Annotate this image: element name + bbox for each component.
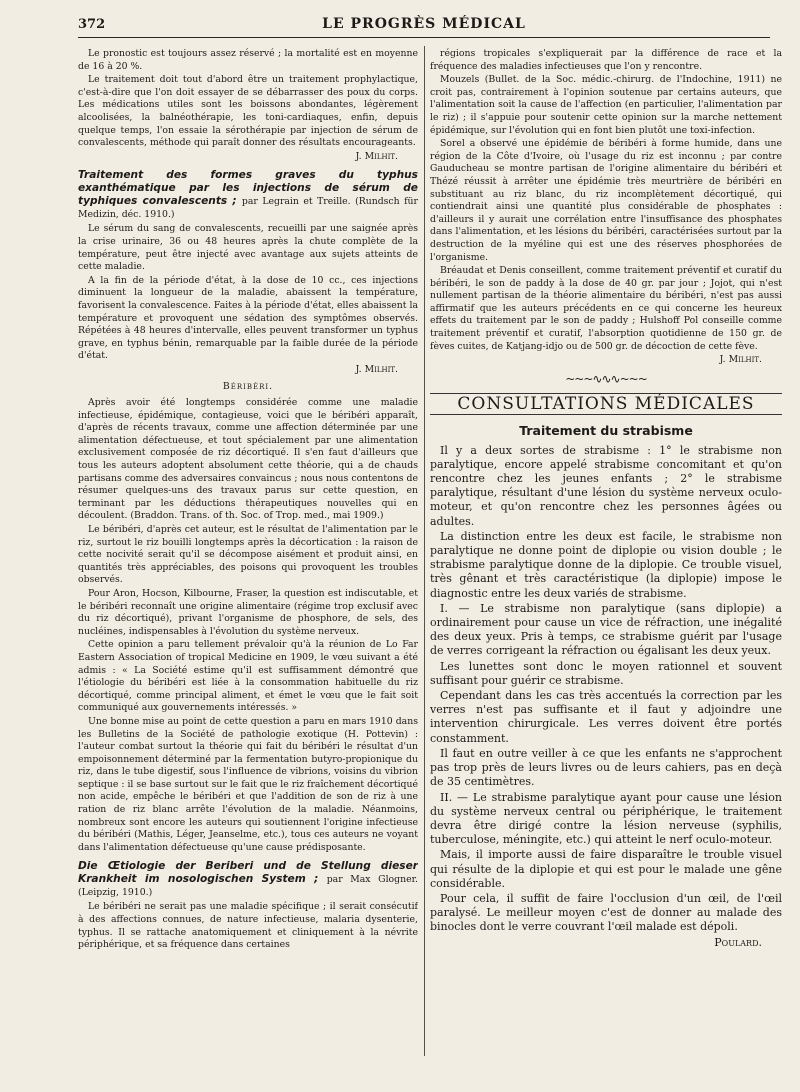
article-heading bbox=[78, 860, 418, 899]
paragraph: Après avoir été longtemps considérée comme une maladie infectieuse, épidémique, contagieuse, voici que le béribéri apparaît, d'après de récents travaux, comme une affection déterminée par une alimentation défectueuse, et tout spécialement par une alimentation exclusivement composée de riz décortiqué. Il s'en faut d'ailleurs que tous les auteurs adoptent absolument cette théorie, qui a de chauds partisans comme des adversaires convaincus ; nous nous contentons de résumer quelques-uns des travaux parus sur cette question, en terminant par les déductions thérapeutiques nouvelles qui en découlent. (Braddon. Trans. of th. Soc. of Trop. med., mai 1909.) bbox=[78, 397, 418, 522]
running-title: LE PROGRÈS MÉDICAL bbox=[322, 16, 526, 32]
paragraph: La distinction entre les deux est facile, le strabisme non paralytique ne donne point de diplopie ou vision double ; le strabisme paralytique donne de la diplopie. Ce trouble visuel, très gênant et très caractéristique (la diplopie) impose le diagnostic entre les deux variés de strabisme. bbox=[430, 529, 782, 600]
paragraph: Le béribéri ne serait pas une maladie spécifique ; il serait consécutif à des affections connues, de nature infectieuse, malaria dysenterie, typhus. Il se rattache anatomiquement et cliniquement à la névrite périphérique, et sa fréquence dans certaines bbox=[78, 901, 418, 951]
page-number: 372 bbox=[78, 17, 106, 32]
article-title: Die Œtiologie der Beriberi und de Stellung dieser Krankheit im nosologischen System ; bbox=[78, 860, 418, 886]
paragraph: Le béribéri, d'après cet auteur, est le résultat de l'alimentation par le riz, surtout le riz bouilli longtemps après la décortication : la raison de cette nocivité serait qu'il se décompose aisément et produit ainsi, en quantités très appréciables, des poisons qui provoquent les troubles observés. bbox=[78, 524, 418, 586]
paragraph: Les lunettes sont donc le moyen rationnel et souvent suffisant pour guérir ce strabisme. bbox=[430, 659, 782, 687]
paragraph: Cette opinion a paru tellement prévaloir qu'à la réunion de Lo Far Eastern Association of tropical Medicine en 1909, le vœu suivant a été admis : « La Société estime qu'il est suffisamment démontré que l'étiologie du béribéri est liée à la consommation habituelle du riz décortiqué, comme principal aliment, et émet le vœu que le fait soit communiqué aux gouvernements intéressés. » bbox=[78, 639, 418, 714]
article-reference: par Legrain et Treille. (Rundsch für Medizin, déc. 1910.) bbox=[78, 196, 418, 221]
paragraph: Mouzels (Bullet. de la Soc. médic.-chirurg. de l'Indochine, 1911) ne croit pas, contrairement à l'opinion soutenue par certains auteurs, que l'alimentation soit la cause de l'affection (en particulier, l'alimentation par le riz) ; il s'appuie pour soutenir cette opinion sur la marche nettement épidémique, sur l'évolution qui en font bien plutôt une toxi-infection. bbox=[430, 74, 782, 136]
paragraph: Cependant dans les cas très accentués la correction par les verres n'est pas suffisante et il faut y adjoindre une intervention chirurgicale. Les verres doivent être portés constamment. bbox=[430, 689, 782, 745]
paragraph: Pour Aron, Hocson, Kilbourne, Fraser, la question est indiscutable, et le béribéri reconnaît une origine alimentaire (régime trop exclusif avec du riz décortiqué), privant l'organisme de phosphore, de sels, des nucléines, indispensables à l'évolution du système nerveux. bbox=[78, 587, 418, 637]
left-column bbox=[78, 48, 418, 1078]
column-divider bbox=[424, 46, 425, 1056]
article-heading bbox=[78, 169, 418, 221]
paragraph: Mais, il importe aussi de faire disparaître le trouble visuel qui résulte de la diplopie et qui est pour le malade une gêne considérable. bbox=[430, 848, 782, 890]
paragraph: Il faut en outre veiller à ce que les enfants ne s'approchent pas trop près de leurs livres ou de leurs cahiers, pas en deçà de 35 centimètres. bbox=[430, 746, 782, 789]
paragraph: Pour cela, il suffit de faire l'occlusion d'un œil, de l'œil paralysé. Le meilleur moyen c'est de donner au malade des binocles dont le verre couvrant l'œil malade est dépoli. bbox=[430, 891, 782, 934]
subsection-title: Traitement du strabisme bbox=[519, 423, 693, 439]
signature: J. Milhit. bbox=[719, 354, 762, 366]
paragraph: Sorel a observé une épidémie de béribéri à forme humide, dans une région de la Côte d'Ivoire, où l'usage du riz est inconnu ; par contre Gauducheau se montre partisan de l'origine alimentaire du béribéri et Thézé réussit à arrêter une épidémie très meurtrière de béribéri en substituant au riz blanc, du riz incomplètement décortiqué, qui contiendrait ainsi une quantité plus considérable de phosphates : d'ailleurs il y aurait une corrélation entre l'insuffisance des phosphates dans l'alimentation, et les lésions du béribéri, caractérisées surtout par la destruction de la myéline qui est une des réserves phosphorées de l'organisme. bbox=[430, 138, 782, 263]
paragraph: régions tropicales s'expliquerait par la différence de race et la fréquence des maladies infectieuses que l'on y rencontre. bbox=[430, 48, 782, 72]
signature: J. Milhit. bbox=[355, 150, 398, 162]
paragraph: Le pronostic est toujours assez réservé ; la mortalité est en moyenne de 16 à 20 %. bbox=[78, 48, 418, 72]
article-reference: par Max Glogner. (Leipzig, 1910.) bbox=[78, 874, 418, 899]
paragraph: Il y a deux sortes de strabisme : 1° le strabisme non paralytique, encore appelé strabisme concomitant et qu'on rencontre chez les jeunes enfants ; 2° le strabisme paralytique, résultant d'une lésion du système nerveux oculo-moteur, et qu'on rencontre chez les personnes âgées ou adultes. bbox=[430, 443, 782, 528]
ornament-divider: ~~~∿∿∿~~~ bbox=[565, 371, 647, 386]
paragraph: II. — Le strabisme paralytique ayant pour cause une lésion du système nerveux central ou périphérique, le traitement devra être dirigé contre la lésion nerveuse (syphilis, tuberculose, méningite, etc.) qui atteint le nerf oculo-moteur. bbox=[430, 790, 782, 847]
section-title-consultations: CONSULTATIONS MÉDICALES bbox=[430, 393, 782, 415]
page-header bbox=[78, 16, 770, 38]
paragraph: Le traitement doit tout d'abord être un traitement prophylactique, c'est-à-dire que l'on doit essayer de se débarrasser des poux du corps. Les médications utiles sont les boissons abondantes, légèrement alcoolisées, la balnéothérapie, les toni-cardiaques, enfin, depuis quelque temps, l'on essaie la sérothérapie par injection de sérum de convalescents, méthode qui paraît donner des résultats encourageants. bbox=[78, 74, 418, 149]
paragraph: Une bonne mise au point de cette question a paru en mars 1910 dans les Bulletins de la Société de pathologie exotique (H. Pottevin) : l'auteur combat surtout la théorie qui fait du béribéri le résultat d'un empoisonnement déterminé par la fermentation butyro-propionique du riz, dans le tube digestif, sous l'influence de vibrions, voisins du vibrion septique : il se base surtout sur le fait que le riz fraîchement décortiqué non acide, empêche le béribéri et que l'addition de son de riz à une ration de riz blanc arrête l'évolution de la maladie. Néanmoins, nombreux sont encore les auteurs qui soutiennent l'origine infectieuse du béribéri (Mathis, Léger, Jeanselme, etc.), tous ces auteurs ne voyant dans l'alimentation défectueuse qu'une cause prédisposante. bbox=[78, 715, 418, 853]
strabisme-article bbox=[430, 444, 782, 950]
signature: J. Milhit. bbox=[355, 363, 398, 375]
section-title-beriberi: Béribéri. bbox=[222, 381, 274, 393]
paragraph: Bréaudat et Denis conseillent, comme traitement préventif et curatif du béribéri, le son de paddy à la dose de 40 gr. par jour ; Jojot, qui n'est nullement partisan de la théorie alimentaire du béribéri, n'est pas aussi affirmatif que les auteurs précédents en ce qui concerne les heureux effets du traitement par le son de paddy ; Hulshoff Pol conseille comme traitement préventif et curatif, l'absorption quotidienne de 150 gr. de fèves cuites, de Katjang-idjo ou de 500 gr. de décoction de cette fève. bbox=[430, 265, 782, 352]
right-column bbox=[430, 48, 782, 1048]
signature: Poulard. bbox=[714, 935, 762, 949]
paragraph: A la fin de la période d'état, à la dose de 10 cc., ces injections diminuent la longueur de la maladie, abaissent la température, favorisent la convalescence. Faites à la période d'état, elles abaissent la température et provoquent une sédation des symptômes observés. Répétées à 48 heures d'intervalle, elles peuvent transformer un typhus grave, en typhus bénin, remarquable par la faible durée de la période d'état. bbox=[78, 274, 418, 362]
article-title: Traitement des formes graves du typhus exanthématique par les injections de sérum de typhiques convalescents ; bbox=[78, 169, 418, 208]
paragraph: I. — Le strabisme non paralytique (sans diplopie) a ordinairement pour cause un vice de réfraction, une inégalité des deux yeux. Pris à temps, ce strabisme guérit par l'usage de verres corrigeant la réfraction ou égalisant les deux yeux. bbox=[430, 601, 782, 658]
paragraph: Le sérum du sang de convalescents, recueilli par une saignée après la crise urinaire, 36 ou 48 heures après la chute complète de la température, peut être injecté avec avantage aux sujets atteints de cette maladie. bbox=[78, 223, 418, 273]
